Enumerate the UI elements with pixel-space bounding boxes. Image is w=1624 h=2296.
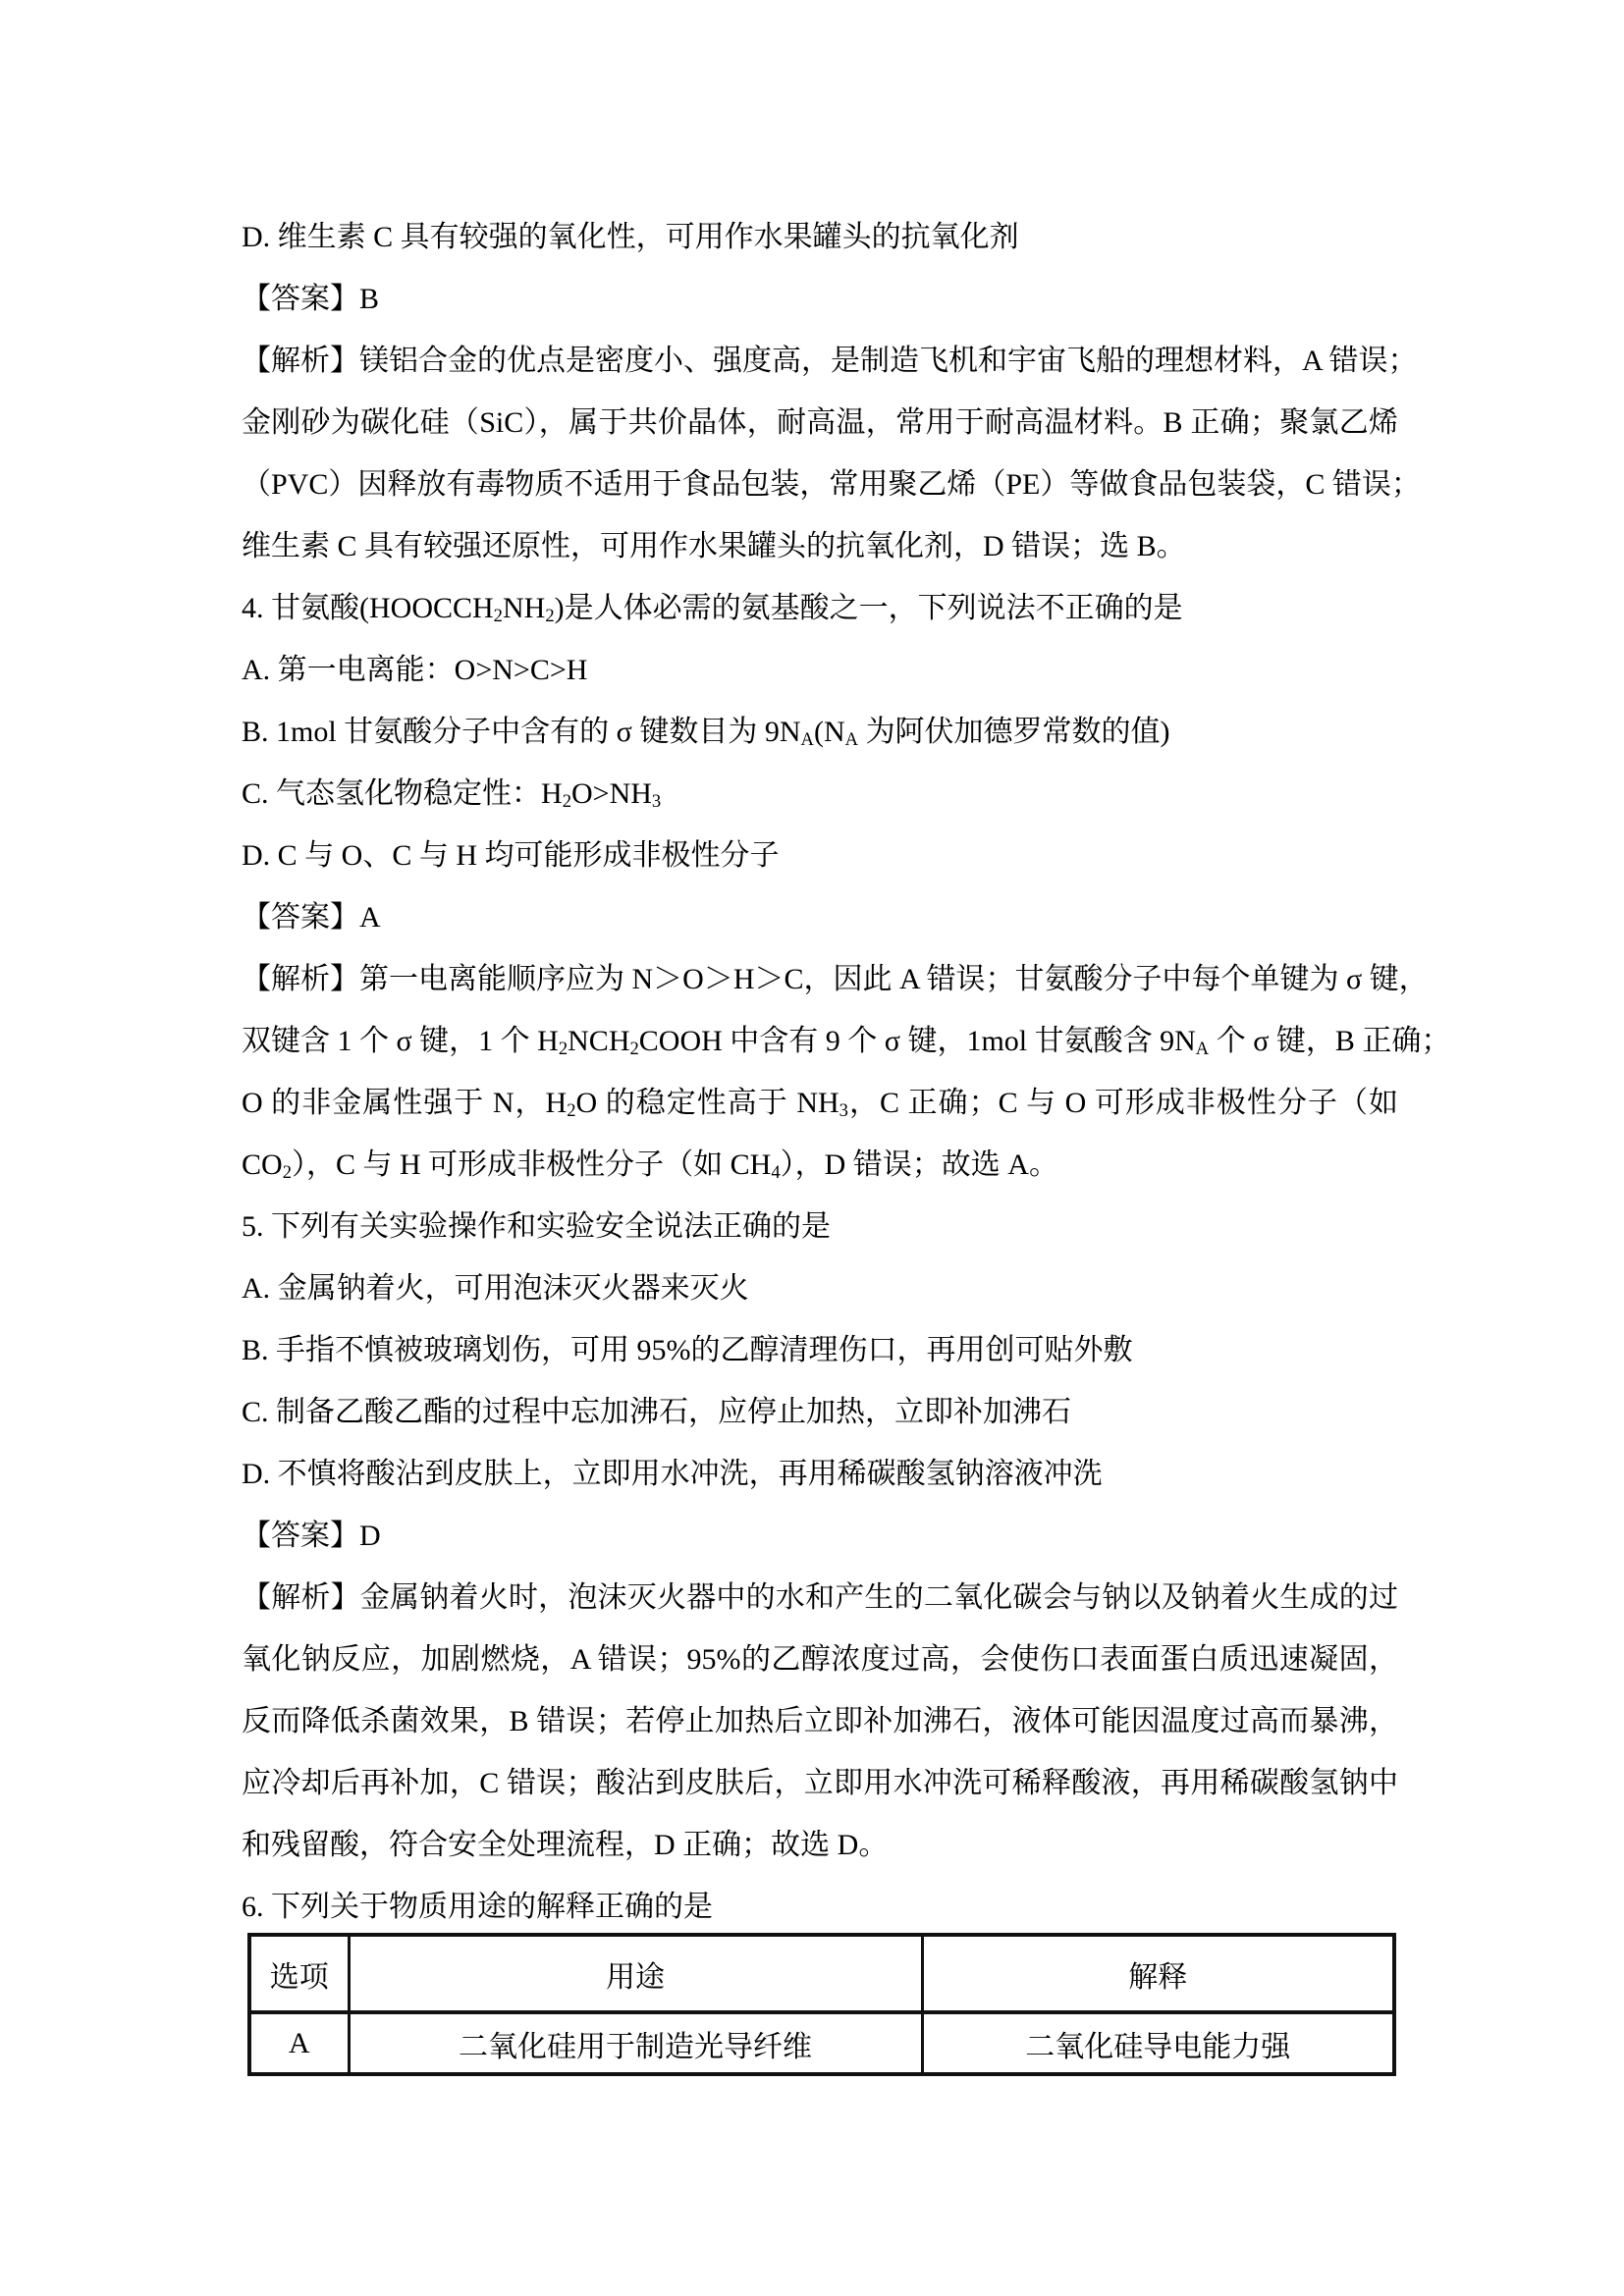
- option-line: C. 气态氢化物稳定性：$H_2O>NH_3$: [242, 777, 662, 813]
- question-line: 4. 甘氨酸$(HOOCCH_2NH_2)$是人体必需的氨基酸之一，下列说法不正确的是: [242, 592, 1183, 627]
- analysis-line: 金刚砂为碳化硅（SiC），属于共价晶体，耐高温，常用于耐高温材料。B 正确；聚氯乙烯: [242, 406, 1398, 439]
- table-cell: 二氧化硅用于制造光导纤维: [349, 2012, 922, 2074]
- option-line: D. 不慎将酸沾到皮肤上，立即用水冲洗，再用稀碳酸氢钠溶液冲洗: [242, 1458, 1103, 1490]
- option-line: A. 第一电离能：O>N>C>H: [242, 654, 588, 686]
- table-header-row: [249, 1935, 1394, 2012]
- analysis-line: O 的非金属性强于 N，$H_2O$ 的稳定性高于 $NH_3$，C 正确；C 与 O 可形成非极性分子（如: [242, 1087, 1399, 1122]
- answer-line: 【答案】B: [242, 283, 380, 315]
- answer-line: 【答案】A: [242, 901, 381, 934]
- option-line: B. 手指不慎被玻璃划伤，可用 95%的乙醇清理伤口，再用创可贴外敷: [242, 1334, 1133, 1366]
- option-line: C. 制备乙酸乙酯的过程中忘加沸石，应停止加热，立即补加沸石: [242, 1396, 1072, 1428]
- analysis-line: $CO_2$），C 与 H 可形成非极性分子（如 $CH_4$），D 错误；故选 A。: [242, 1148, 1058, 1184]
- analysis-line: 【解析】镁铝合金的优点是密度小、强度高，是制造飞机和宇宙飞船的理想材料，A 错误；: [242, 345, 1418, 377]
- analysis-line: 【解析】金属钠着火时，泡沫灭火器中的水和产生的二氧化碳会与钠以及钠着火生成的过: [242, 1581, 1398, 1614]
- analysis-line: 氧化钠反应，加剧燃烧，A 错误；95%的乙醇浓度过高，会使伤口表面蛋白质迅速凝固，: [242, 1643, 1398, 1676]
- table-header-cell: 选项: [249, 1935, 349, 2012]
- option-line: D. C 与 O、C 与 H 均可能形成非极性分子: [242, 839, 780, 872]
- analysis-line: 维生素 C 具有较强还原性，可用作水果罐头的抗氧化剂，D 错误；选 B。: [242, 530, 1186, 562]
- answer-line: 【答案】D: [242, 1520, 381, 1552]
- analysis-line: 【解析】第一电离能顺序应为 N＞O＞H＞C，因此 A 错误；甘氨酸分子中每个单键为 σ 键，: [242, 963, 1429, 995]
- table-header-cell: 解释: [922, 1935, 1394, 2012]
- usage-table: [247, 1933, 1396, 2076]
- text-block: [242, 206, 1451, 2076]
- table-cell: A: [249, 2012, 349, 2074]
- analysis-line: 和残留酸，符合安全处理流程，D 正确；故选 D。: [242, 1829, 889, 1861]
- table-cell: 二氧化硅导电能力强: [922, 2012, 1394, 2074]
- table-header-cell: 用途: [349, 1935, 922, 2012]
- option-line: A. 金属钠着火，可用泡沫灭火器来灭火: [242, 1272, 749, 1305]
- analysis-line: （PVC）因释放有毒物质不适用于食品包装，常用聚乙烯（PE）等做食品包装袋，C 错误；: [242, 468, 1421, 501]
- table-row: [249, 2012, 1394, 2074]
- analysis-line: 双键含 1 个 σ 键，1 个 $H_2NCH_2COOH$ 中含有 9 个 σ 键，1mol 甘氨酸含 $9N_A$ 个 σ 键，B 正确；: [242, 1025, 1451, 1060]
- question-line: 6. 下列关于物质用途的解释正确的是: [242, 1891, 713, 1923]
- option-line: B. 1mol 甘氨酸分子中含有的 σ 键数目为 $9N_A(N_A$ 为阿伏加德罗常数的值): [242, 716, 1170, 751]
- question-line: 5. 下列有关实验操作和实验安全说法正确的是: [242, 1210, 831, 1243]
- analysis-line: 应冷却后再补加，C 错误；酸沾到皮肤后，立即用水冲洗可稀释酸液，再用稀碳酸氢钠中: [242, 1767, 1398, 1799]
- analysis-line: 反而降低杀菌效果，B 错误；若停止加热后立即补加沸石，液体可能因温度过高而暴沸，: [242, 1705, 1398, 1737]
- option-line: D. 维生素 C 具有较强的氧化性，可用作水果罐头的抗氧化剂: [242, 221, 1019, 253]
